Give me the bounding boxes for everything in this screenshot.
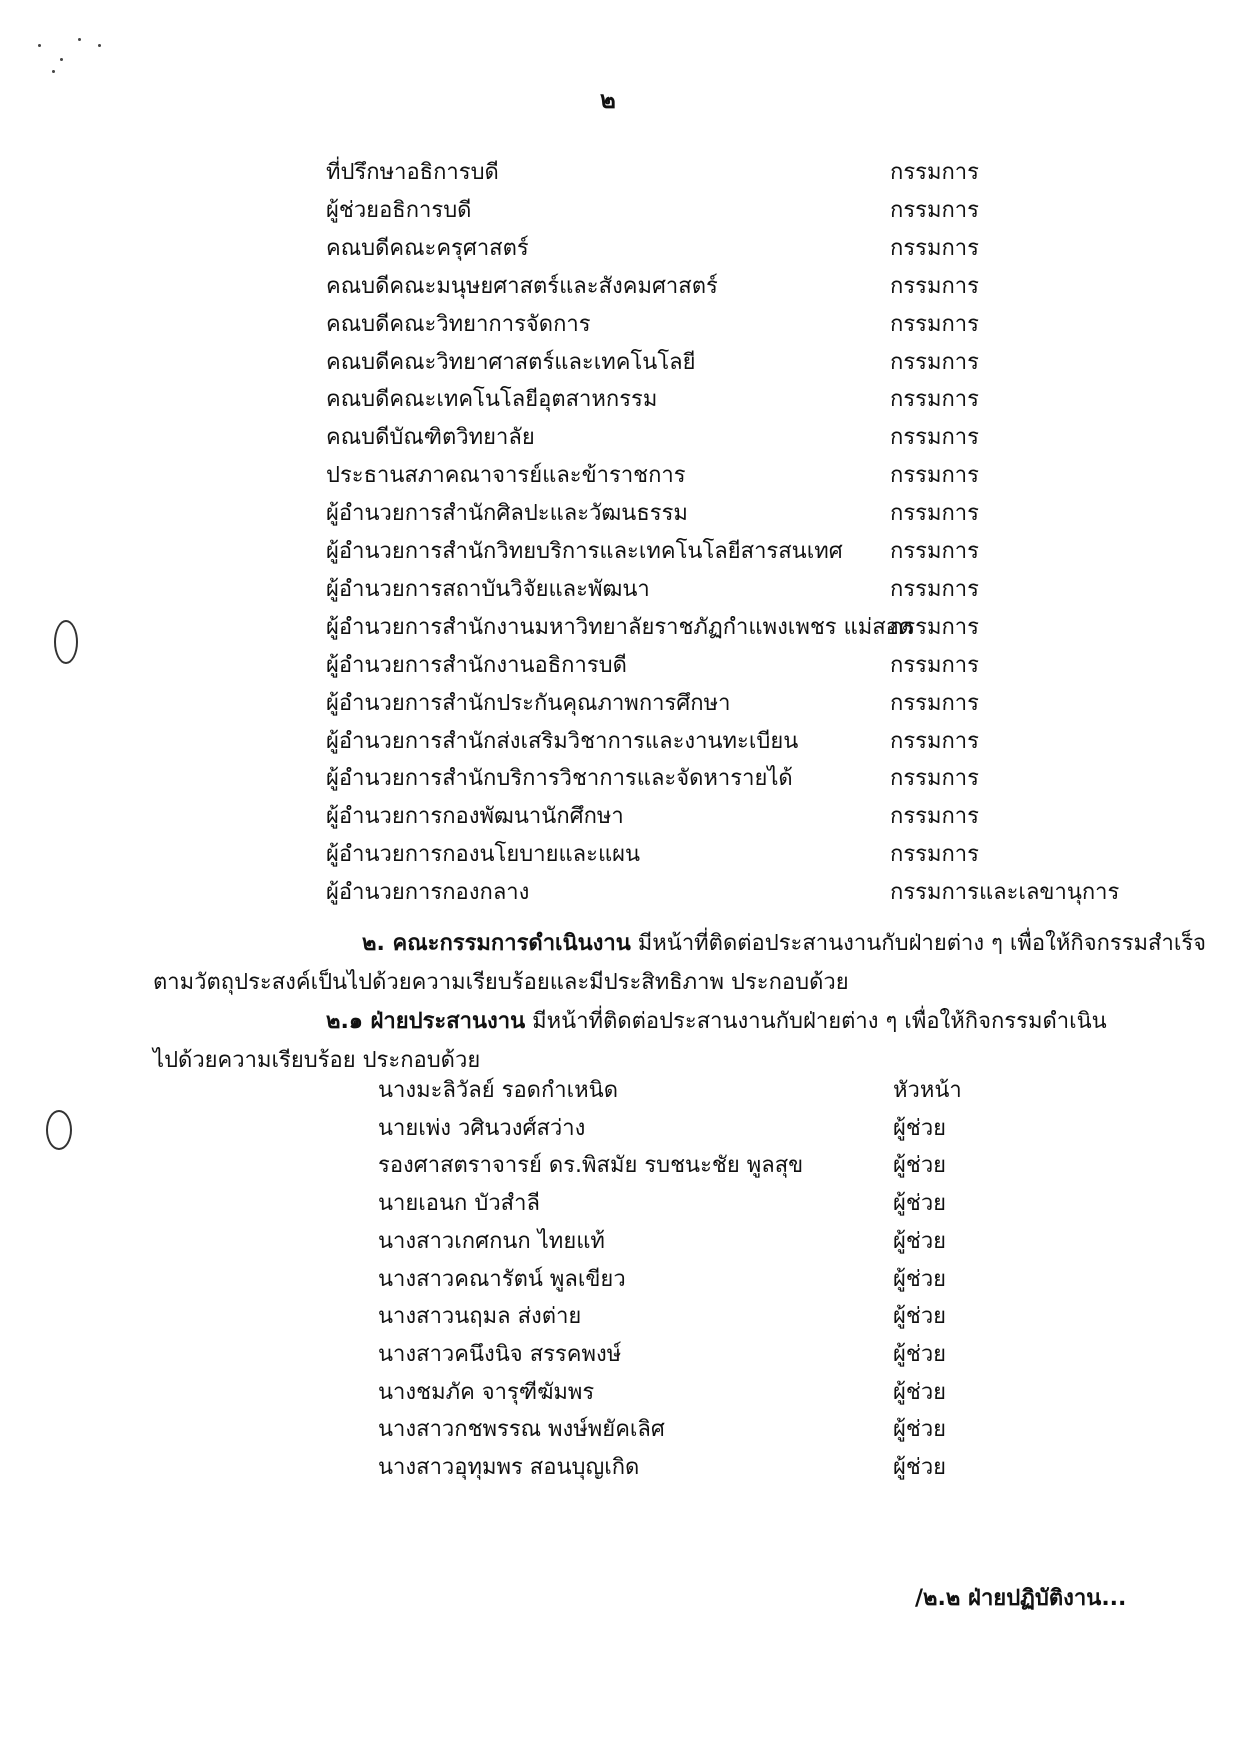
member-role: กรรมการ <box>890 539 979 564</box>
member-title: นายเอนก บัวสำลี <box>378 1191 540 1217</box>
list-item <box>0 1300 1237 1334</box>
list-item <box>0 725 1237 759</box>
member-title: นางสาวนฤมล ส่งต่าย <box>378 1304 582 1330</box>
member-role: กรรมการ <box>890 197 979 223</box>
member-title: นางสาวคนึงนิจ สรรคพงษ์ <box>378 1341 622 1367</box>
list-item <box>0 270 1237 304</box>
scan-speck <box>52 70 55 73</box>
list-item <box>0 1376 1237 1410</box>
member-role: กรรมการ <box>890 501 979 527</box>
member-title: คณบดีคณะวิทยาศาสตร์และเทคโนโลยี <box>326 349 696 375</box>
list-item <box>0 1187 1237 1221</box>
member-title: คณบดีคณะมนุษยศาสตร์และสังคมศาสตร์ <box>326 273 718 299</box>
list-item <box>0 459 1237 493</box>
member-title: ผู้อำนวยการกองกลาง <box>326 880 530 906</box>
list-item <box>0 838 1237 872</box>
list-item <box>0 1263 1237 1297</box>
member-role: กรรมการ <box>890 804 979 830</box>
scan-speck <box>38 44 41 47</box>
member-role: กรรมการ <box>890 576 979 602</box>
member-title: นางชมภัค จารุฑีฆัมพร <box>378 1379 595 1405</box>
member-role: กรรมการ <box>890 387 979 413</box>
member-role: กรรมการ <box>890 349 979 375</box>
member-role: ผู้ช่วย <box>893 1228 947 1254</box>
list-item <box>0 762 1237 796</box>
list-item <box>0 497 1237 531</box>
member-role: กรรมการ <box>890 842 979 868</box>
member-title: ผู้อำนวยการสำนักวิทยบริการและเทคโนโลยีสารสนเทศ <box>326 539 843 564</box>
member-title: คณบดีบัณฑิตวิทยาลัย <box>326 425 535 451</box>
list-item <box>0 1225 1237 1259</box>
list-item <box>0 232 1237 266</box>
section-2-1-line-1: ๒.๑ ฝ่ายประสานงาน มีหน้าที่ติดต่อประสานงานกับฝ่ายต่าง ๆ เพื่อให้กิจกรรมดำเนิน <box>326 1009 1107 1034</box>
member-role: ผู้ช่วย <box>893 1304 947 1330</box>
member-role: กรรมการ <box>890 652 979 678</box>
member-title: ผู้อำนวยการสำนักงานมหาวิทยาลัยราชภัฏกำแพงเพชร แม่สอด <box>326 614 914 640</box>
list-item <box>0 421 1237 455</box>
list-item <box>0 611 1237 645</box>
section-2-line-2: ตามวัตถุประสงค์เป็นไปด้วยความเรียบร้อยและมีประสิทธิภาพ ประกอบด้วย <box>153 970 849 995</box>
list-item <box>0 573 1237 607</box>
member-role: ผู้ช่วย <box>893 1115 947 1141</box>
list-item <box>0 1112 1237 1146</box>
member-title: ผู้อำนวยการกองพัฒนานักศึกษา <box>326 804 624 830</box>
member-role: หัวหน้า <box>893 1078 962 1103</box>
member-role: กรรมการ <box>890 766 979 792</box>
member-role: กรรมการ <box>890 690 979 716</box>
member-role: กรรมการ <box>890 235 979 261</box>
scan-speck <box>60 58 63 61</box>
member-title: ที่ปรึกษาอธิการบดี <box>326 160 499 185</box>
list-item <box>0 649 1237 683</box>
page-number: ๒ <box>600 86 616 114</box>
next-page-continuation: /๒.๒ ฝ่ายปฏิบัติงาน... <box>915 1586 1127 1611</box>
member-title: ผู้อำนวยการสำนักส่งเสริมวิชาการและงานทะเบียน <box>326 728 799 754</box>
member-title: คณบดีคณะเทคโนโลยีอุตสาหกรรม <box>326 387 658 413</box>
member-role: กรรมการ <box>890 160 979 185</box>
list-item <box>0 194 1237 228</box>
scan-speck <box>98 44 101 47</box>
list-item <box>0 687 1237 721</box>
member-role: กรรมการและเลขานุการ <box>890 880 1120 906</box>
member-title: ผู้อำนวยการสำนักบริการวิชาการและจัดหารายได้ <box>326 766 793 792</box>
member-title: ผู้อำนวยการกองนโยบายและแผน <box>326 842 641 868</box>
section-2-1-heading: ๒.๑ ฝ่ายประสานงาน <box>326 1009 526 1034</box>
member-role: ผู้ช่วย <box>893 1341 947 1367</box>
list-item <box>0 800 1237 834</box>
list-item <box>0 535 1237 569</box>
member-role: ผู้ช่วย <box>893 1379 947 1405</box>
member-title: นายเพ่ง วศินวงศ์สว่าง <box>378 1115 586 1141</box>
section-2-heading: ๒. คณะกรรมการดำเนินงาน <box>362 931 631 956</box>
member-title: ประธานสภาคณาจารย์และข้าราชการ <box>326 463 686 489</box>
member-title: นางมะลิวัลย์ รอดกำเหนิด <box>378 1078 618 1103</box>
member-title: นางสาวกชพรรณ พงษ์พยัคเลิศ <box>378 1417 665 1443</box>
member-title: ผู้อำนวยการสำนักศิลปะและวัฒนธรรม <box>326 501 688 527</box>
member-role: ผู้ช่วย <box>893 1191 947 1217</box>
list-item <box>0 1074 1237 1108</box>
list-item <box>0 1149 1237 1183</box>
member-title: คณบดีคณะวิทยาการจัดการ <box>326 311 591 337</box>
member-title: ผู้ช่วยอธิการบดี <box>326 197 472 223</box>
list-item <box>0 308 1237 342</box>
list-item <box>0 156 1237 190</box>
list-item <box>0 383 1237 417</box>
list-item <box>0 1338 1237 1372</box>
member-role: กรรมการ <box>890 425 979 451</box>
section-2-1-line-2: ไปด้วยความเรียบร้อย ประกอบด้วย <box>153 1048 481 1073</box>
list-item <box>0 346 1237 380</box>
list-item <box>0 876 1237 910</box>
list-item <box>0 1451 1237 1485</box>
member-title: ผู้อำนวยการสำนักประกันคุณภาพการศึกษา <box>326 690 731 716</box>
member-role: ผู้ช่วย <box>893 1417 947 1443</box>
member-role: กรรมการ <box>890 728 979 754</box>
scan-speck <box>78 38 81 41</box>
member-title: ผู้อำนวยการสถาบันวิจัยและพัฒนา <box>326 576 650 602</box>
member-role: ผู้ช่วย <box>893 1266 947 1292</box>
member-title: คณบดีคณะครุศาสตร์ <box>326 235 529 261</box>
member-role: กรรมการ <box>890 463 979 489</box>
member-role: กรรมการ <box>890 311 979 337</box>
member-title: รองศาสตราจารย์ ดร.พิสมัย รบชนะชัย พูลสุข <box>378 1153 804 1179</box>
member-role: ผู้ช่วย <box>893 1153 947 1179</box>
member-role: ผู้ช่วย <box>893 1455 947 1480</box>
member-role: กรรมการ <box>890 614 979 640</box>
member-role: กรรมการ <box>890 273 979 299</box>
section-2-line-1: ๒. คณะกรรมการดำเนินงาน มีหน้าที่ติดต่อประสานงานกับฝ่ายต่าง ๆ เพื่อให้กิจกรรมสำเร็จ <box>362 931 1207 956</box>
member-title: นางสาวเกศกนก ไทยแท้ <box>378 1228 605 1254</box>
member-title: ผู้อำนวยการสำนักงานอธิการบดี <box>326 652 627 678</box>
member-title: นางสาวอุทุมพร สอนบุญเกิด <box>378 1455 640 1480</box>
list-item <box>0 1413 1237 1447</box>
member-title: นางสาวคณารัตน์ พูลเขียว <box>378 1266 626 1292</box>
